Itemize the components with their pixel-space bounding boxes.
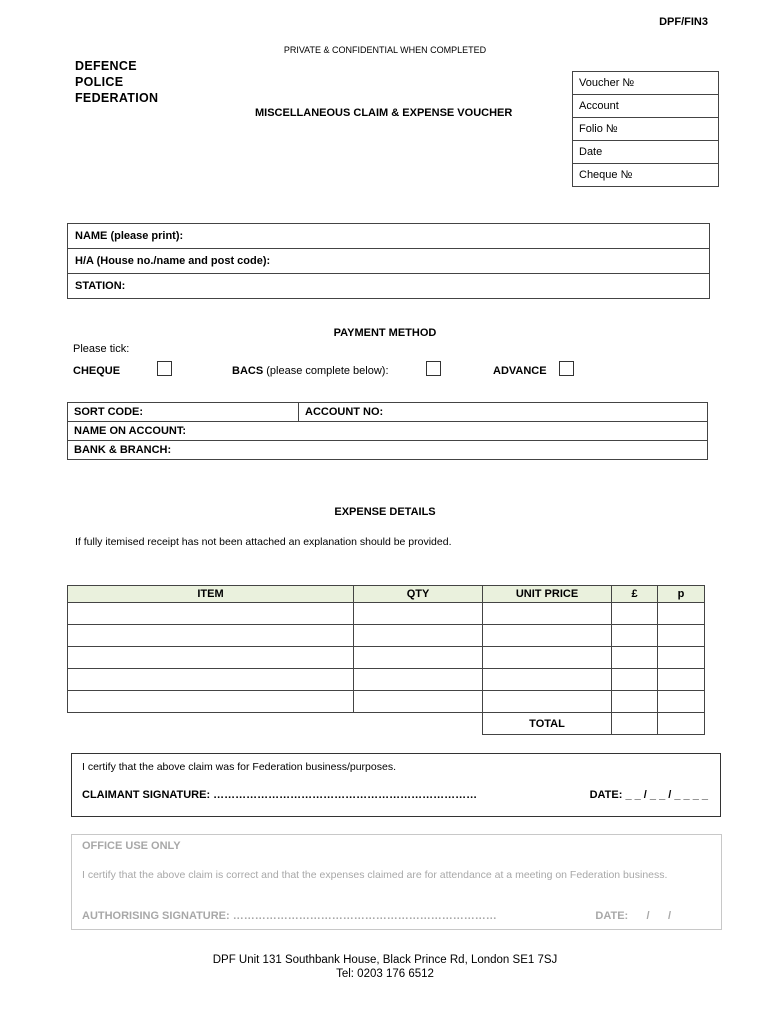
- total-label: TOTAL: [483, 713, 612, 735]
- account-field[interactable]: Account: [573, 95, 718, 118]
- authorising-signature-field[interactable]: AUTHORISING SIGNATURE: ………………………………………………………………: [82, 910, 497, 922]
- item-cell[interactable]: [68, 603, 354, 625]
- voucher-number-field[interactable]: Voucher №: [573, 72, 718, 95]
- pence-column-header: p: [658, 586, 705, 603]
- footer-telephone: Tel: 0203 176 6512: [336, 968, 434, 980]
- total-pence-cell[interactable]: [658, 713, 705, 735]
- sort-account-row: [68, 403, 707, 422]
- bank-branch-row: [68, 441, 707, 459]
- pence-cell[interactable]: [658, 625, 705, 647]
- pence-cell[interactable]: [658, 647, 705, 669]
- advance-label: ADVANCE: [493, 365, 547, 377]
- folio-number-field[interactable]: Folio №: [573, 118, 718, 141]
- item-cell[interactable]: [68, 691, 354, 713]
- station-field[interactable]: STATION:: [75, 280, 126, 292]
- table-row: [68, 625, 705, 647]
- authorising-date-field[interactable]: DATE: / /: [595, 910, 671, 922]
- item-cell[interactable]: [68, 625, 354, 647]
- item-cell[interactable]: [68, 647, 354, 669]
- please-tick-label: Please tick:: [73, 343, 130, 355]
- unit-price-cell[interactable]: [483, 691, 612, 713]
- table-row: [68, 691, 705, 713]
- pounds-cell[interactable]: [612, 603, 658, 625]
- unit-price-cell[interactable]: [483, 603, 612, 625]
- bacs-label: [232, 365, 389, 377]
- claimant-date-field[interactable]: DATE: _ _ / _ _ / _ _ _ _: [589, 789, 708, 801]
- office-use-section: [71, 834, 722, 930]
- table-row: [68, 603, 705, 625]
- footer: [0, 953, 770, 981]
- bank-branch-field[interactable]: BANK & BRANCH:: [74, 444, 172, 456]
- footer-address: DPF Unit 131 Southbank House, Black Prince Rd, London SE1 7SJ: [212, 954, 558, 966]
- pounds-cell[interactable]: [612, 691, 658, 713]
- table-header-row: [68, 586, 705, 603]
- unit-price-cell[interactable]: [483, 625, 612, 647]
- advance-checkbox[interactable]: [559, 361, 574, 376]
- unit-price-cell[interactable]: [483, 647, 612, 669]
- pounds-column-header: £: [612, 586, 658, 603]
- name-on-account-field[interactable]: NAME ON ACCOUNT:: [74, 425, 187, 437]
- confidential-notice: PRIVATE & CONFIDENTIAL WHEN COMPLETED: [283, 45, 487, 55]
- claimant-signature-field[interactable]: CLAIMANT SIGNATURE: ………………………………………………………………: [82, 789, 478, 801]
- pence-cell[interactable]: [658, 603, 705, 625]
- qty-cell[interactable]: [354, 647, 483, 669]
- expense-table: [67, 585, 705, 735]
- claimant-details: [67, 223, 710, 299]
- qty-column-header: QTY: [354, 586, 483, 603]
- voucher-box: [572, 71, 719, 187]
- payment-options: [73, 361, 713, 383]
- unit-price-column-header: UNIT PRICE: [483, 586, 612, 603]
- org-line: POLICE: [75, 75, 124, 89]
- cheque-checkbox[interactable]: [157, 361, 172, 376]
- expense-details-heading: EXPENSE DETAILS: [334, 506, 436, 518]
- org-line: DEFENCE: [75, 59, 137, 73]
- certify-text: I certify that the above claim was for Federation business/purposes.: [82, 761, 396, 773]
- office-use-heading: OFFICE USE ONLY: [82, 840, 181, 852]
- pounds-cell[interactable]: [612, 625, 658, 647]
- total-pounds-cell[interactable]: [612, 713, 658, 735]
- account-number-field[interactable]: ACCOUNT NO:: [298, 403, 383, 421]
- pounds-cell[interactable]: [612, 669, 658, 691]
- qty-cell[interactable]: [354, 669, 483, 691]
- qty-cell[interactable]: [354, 603, 483, 625]
- table-row: [68, 647, 705, 669]
- form-reference: DPF/FIN3: [659, 16, 708, 28]
- empty-cell: [68, 713, 354, 735]
- qty-cell[interactable]: [354, 625, 483, 647]
- total-row: [68, 713, 705, 735]
- receipt-note: If fully itemised receipt has not been attached an explanation should be provided.: [75, 536, 452, 548]
- name-field[interactable]: NAME (please print):: [68, 224, 709, 249]
- qty-cell[interactable]: [354, 691, 483, 713]
- bacs-text: BACS: [232, 365, 264, 377]
- pence-cell[interactable]: [658, 691, 705, 713]
- cheque-number-field[interactable]: Cheque №: [579, 169, 633, 181]
- sort-code-field[interactable]: SORT CODE:: [74, 406, 144, 418]
- empty-cell: [354, 713, 483, 735]
- pence-cell[interactable]: [658, 669, 705, 691]
- payment-method-heading: PAYMENT METHOD: [333, 327, 437, 339]
- cheque-label: CHEQUE: [73, 365, 121, 377]
- org-line: FEDERATION: [75, 91, 159, 105]
- organisation-name: [75, 58, 158, 106]
- office-certify-text: I certify that the above claim is correct and that the expenses claimed are for attendance at a meeting on Federation business.: [82, 869, 668, 881]
- claimant-certification: [71, 753, 721, 817]
- bacs-checkbox[interactable]: [426, 361, 441, 376]
- form-title: MISCELLANEOUS CLAIM & EXPENSE VOUCHER: [255, 107, 513, 119]
- bacs-note: (please complete below):: [266, 365, 389, 377]
- pounds-cell[interactable]: [612, 647, 658, 669]
- name-on-account-row: [68, 422, 707, 441]
- address-field[interactable]: H/A (House no./name and post code):: [68, 249, 709, 274]
- table-row: [68, 669, 705, 691]
- unit-price-cell[interactable]: [483, 669, 612, 691]
- item-column-header: ITEM: [68, 586, 354, 603]
- bank-details: [67, 402, 708, 460]
- item-cell[interactable]: [68, 669, 354, 691]
- date-field[interactable]: Date: [573, 141, 718, 164]
